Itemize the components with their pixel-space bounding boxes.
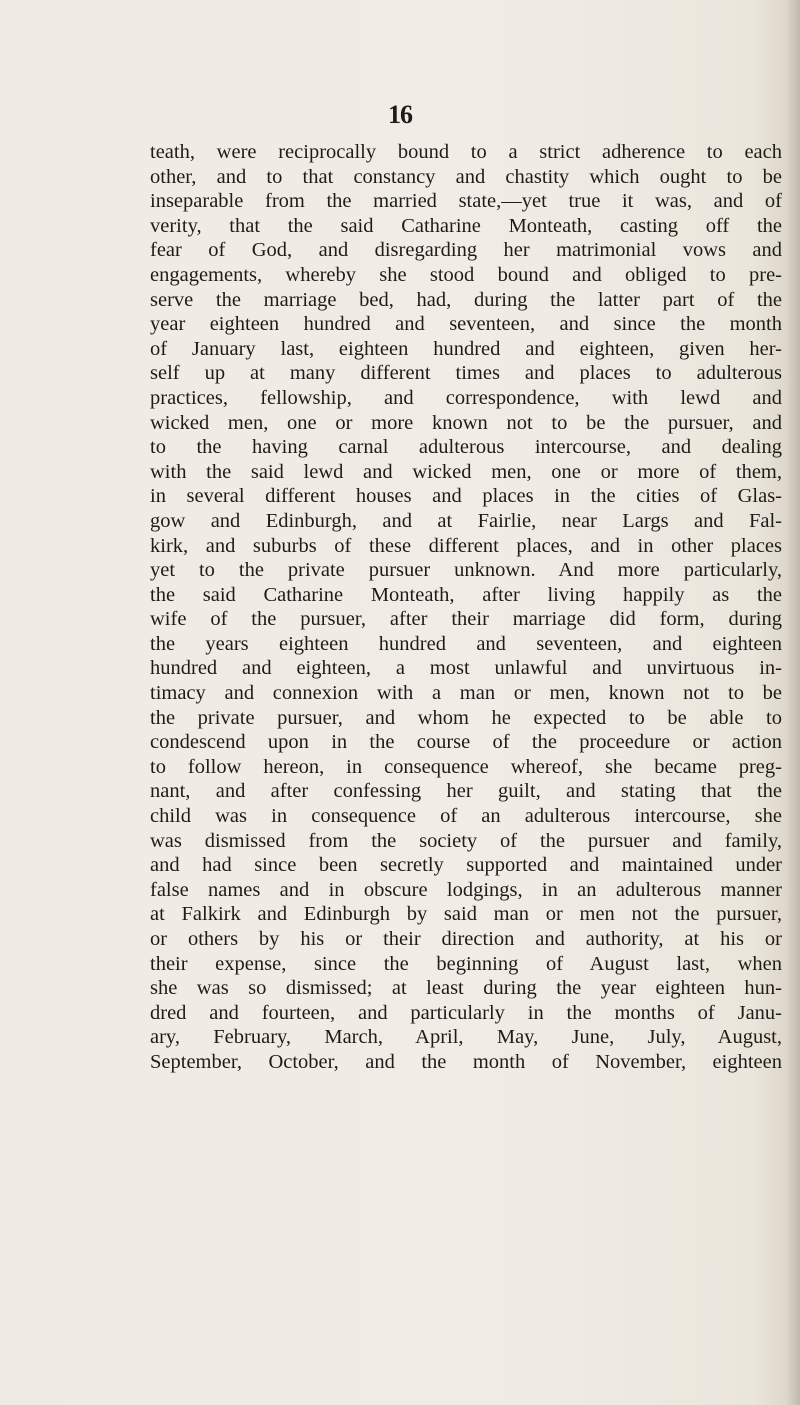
text-line: self up at many different times and places to adulterous — [150, 362, 782, 385]
text-line: wife of the pursuer, after their marriage did form, during — [150, 608, 782, 631]
text-line: verity, that the said Catharine Monteath, casting off the — [150, 214, 782, 237]
text-line: other, and to that constancy and chastity which ought to be — [150, 165, 782, 188]
text-line: teath, were reciprocally bound to a strict adherence to each — [150, 141, 782, 163]
text-line: year eighteen hundred and seventeen, and since the month — [150, 313, 782, 336]
text-line: ary, February, March, April, May, June, July, August, — [150, 1026, 782, 1049]
text-line: dred and fourteen, and particularly in the months of Janu- — [150, 1001, 782, 1024]
text-line: the private pursuer, and whom he expected to be able to — [150, 706, 782, 729]
text-line: the said Catharine Monteath, after living happily as the — [150, 583, 782, 606]
text-line: to follow hereon, in consequence whereof, she became preg- — [150, 755, 782, 778]
text-line: wicked men, one or more known not to be the pursuer, and — [150, 411, 782, 434]
text-line: was dismissed from the society of the pursuer and family, — [150, 829, 782, 852]
page-edge-shadow — [786, 0, 800, 1405]
text-line: condescend upon in the course of the proceedure or action — [150, 731, 782, 754]
text-line: kirk, and suburbs of these different places, and in other places — [150, 534, 782, 557]
text-line: in several different houses and places in the cities of Glas- — [150, 485, 782, 508]
text-line: yet to the private pursuer unknown. And more particularly, — [150, 559, 782, 582]
text-line: practices, fellowship, and correspondence, with lewd and — [150, 386, 782, 409]
text-line: timacy and connexion with a man or men, known not to be — [150, 682, 782, 705]
text-line: gow and Edinburgh, and at Fairlie, near Largs and Fal- — [150, 509, 782, 532]
text-line: of January last, eighteen hundred and eighteen, given her- — [150, 337, 782, 360]
page-number: 16 — [388, 100, 412, 129]
text-line: the years eighteen hundred and seventeen, and eighteen — [150, 632, 782, 655]
text-line: engagements, whereby she stood bound and obliged to pre- — [150, 263, 782, 286]
text-line: she was so dismissed; at least during the year eighteen hun- — [150, 977, 782, 1000]
text-line: at Falkirk and Edinburgh by said man or men not the pursuer, — [150, 903, 782, 926]
text-line: or others by his or their direction and authority, at his or — [150, 928, 782, 950]
text-line: their expense, since the beginning of August last, when — [150, 952, 782, 975]
text-line: and had since been secretly supported and maintained under — [150, 854, 782, 877]
text-line: fear of God, and disregarding her matrimonial vows and — [150, 239, 782, 262]
body-text — [150, 140, 782, 1075]
text-line: to the having carnal adulterous intercourse, and dealing — [150, 436, 782, 459]
text-line: with the said lewd and wicked men, one or more of them, — [150, 460, 782, 483]
text-line: false names and in obscure lodgings, in an adulterous manner — [150, 878, 782, 901]
text-line: nant, and after confessing her guilt, and stating that the — [150, 780, 782, 803]
text-line: child was in consequence of an adulterous intercourse, she — [150, 805, 782, 828]
text-line: hundred and eighteen, a most unlawful and unvirtuous in- — [150, 657, 782, 680]
text-line: inseparable from the married state,—yet true it was, and of — [150, 190, 782, 213]
text-line: September, October, and the month of November, eighteen — [150, 1050, 782, 1073]
text-line: serve the marriage bed, had, during the latter part of the — [150, 288, 782, 311]
